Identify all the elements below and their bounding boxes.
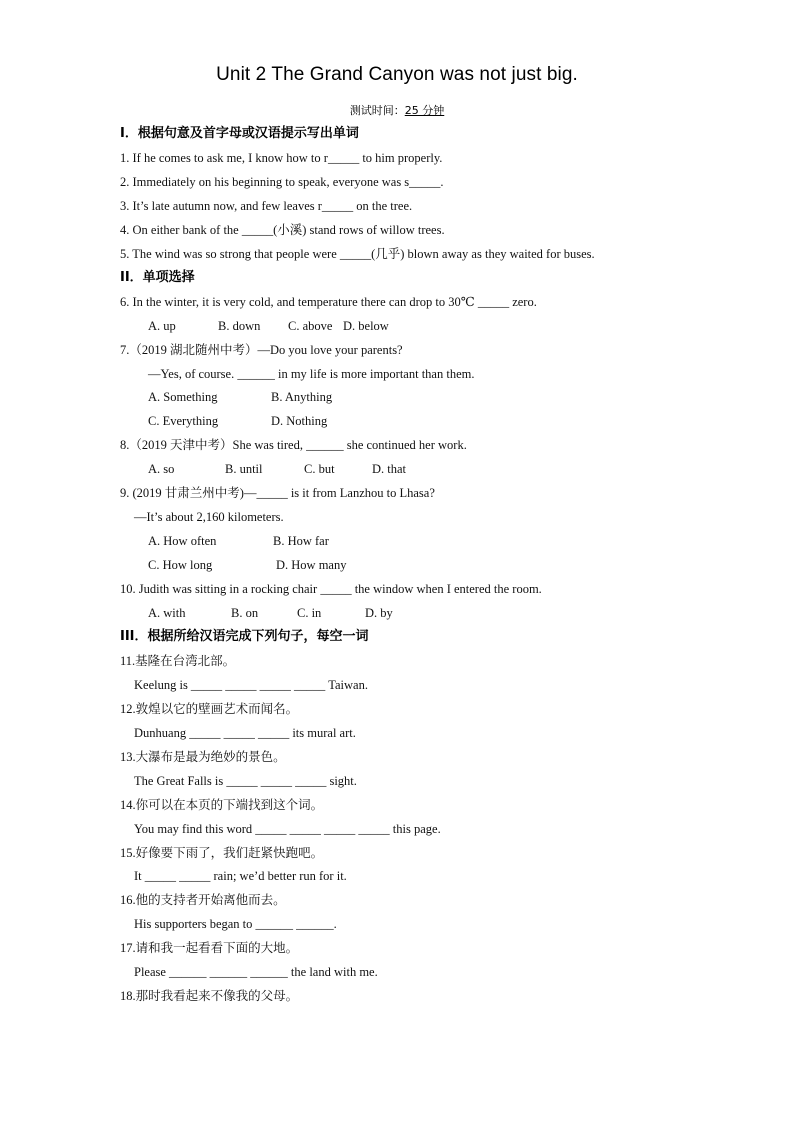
question-9-reply: —It’s about 2,160 kilometers. [134,510,284,524]
q9-option-b: B. How far [273,534,329,548]
page-title: Unit 2 The Grand Canyon was not just big. [216,64,578,85]
question-15-english: It _____ _____ rain; we’d better run for it. [134,869,347,883]
question-3: 3. It’s late autumn now, and few leaves r_____ on the tree. [120,199,413,213]
question-6: 6. In the winter, it is very cold, and temperature there can drop to 30℃ _____ zero. [120,295,537,309]
question-7: 7.（2019 湖北随州中考）—Do you love your parents? [120,343,403,357]
question-2: 2. Immediately on his beginning to speak, everyone was s_____. [120,175,444,189]
question-10: 10. Judith was sitting in a rocking chair _____ the window when I entered the room. [120,582,542,596]
section-3-heading: III．根据所给汉语完成下列句子，每空一词 [120,629,369,644]
question-8: 8.（2019 天津中考）She was tired, ______ she continued her work. [120,438,467,452]
question-16-english: His supporters began to ______ ______. [134,917,337,931]
section-2-heading: II．单项选择 [120,270,195,285]
question-5: 5. The wind was so strong that people were _____(几乎) blown away as they waited for buses. [120,247,595,261]
question-15-chinese: 15.好像要下雨了，我们赶紧快跑吧。 [120,846,324,860]
q9-option-a: A. How often [148,534,217,548]
q10-option-a: A. with [148,606,186,620]
q10-option-d: D. by [365,606,393,620]
question-17-chinese: 17.请和我一起看看下面的大地。 [120,941,299,955]
q7-option-a: A. Something [148,390,218,404]
q10-option-b: B. on [231,606,259,620]
question-1: 1. If he comes to ask me, I know how to r_____ to him properly. [120,151,443,165]
question-14-chinese: 14.你可以在本页的下端找到这个词。 [120,798,324,812]
test-time [0,102,794,118]
q10-option-c: C. in [297,606,322,620]
question-16-chinese: 16.他的支持者开始离他而去。 [120,893,286,907]
test-time-label: 测试时间： [349,104,405,117]
q6-option-c: C. above [288,319,333,333]
q6-option-b: B. down [218,319,261,333]
q7-option-d: D. Nothing [271,414,328,428]
question-4: 4. On either bank of the _____(小溪) stand rows of willow trees. [120,223,445,237]
q7-option-c: C. Everything [148,414,219,428]
q8-option-d: D. that [372,462,407,476]
section-1-heading: I．根据句意及首字母或汉语提示写出单词 [120,126,359,141]
q6-option-d: D. below [343,319,389,333]
question-11-chinese: 11.基隆在台湾北部。 [120,654,236,668]
question-12-chinese: 12.敦煌以它的壁画艺术而闻名。 [120,702,299,716]
question-7-reply: —Yes, of course. ______ in my life is more important than them. [148,367,475,381]
q8-option-b: B. until [225,462,263,476]
q8-option-a: A. so [148,462,175,476]
question-13-english: The Great Falls is _____ _____ _____ sight. [134,774,357,788]
q8-option-c: C. but [304,462,335,476]
question-17-english: Please ______ ______ ______ the land with me. [134,965,378,979]
question-14-english: You may find this word _____ _____ _____ _____ this page. [134,822,441,836]
question-13-chinese: 13.大瀑布是最为绝妙的景色。 [120,750,286,764]
q9-option-d: D. How many [276,558,347,572]
q7-option-b: B. Anything [271,390,333,404]
q9-option-c: C. How long [148,558,213,572]
test-time-value: 25 分钟 [404,104,445,117]
question-18-chinese: 18.那时我看起来不像我的父母。 [120,989,299,1003]
q6-option-a: A. up [148,319,176,333]
question-9: 9. (2019 甘肃兰州中考)—_____ is it from Lanzhou to Lhasa? [120,486,435,500]
question-11-english: Keelung is _____ _____ _____ _____ Taiwan. [134,678,368,692]
question-12-english: Dunhuang _____ _____ _____ its mural art. [134,726,356,740]
